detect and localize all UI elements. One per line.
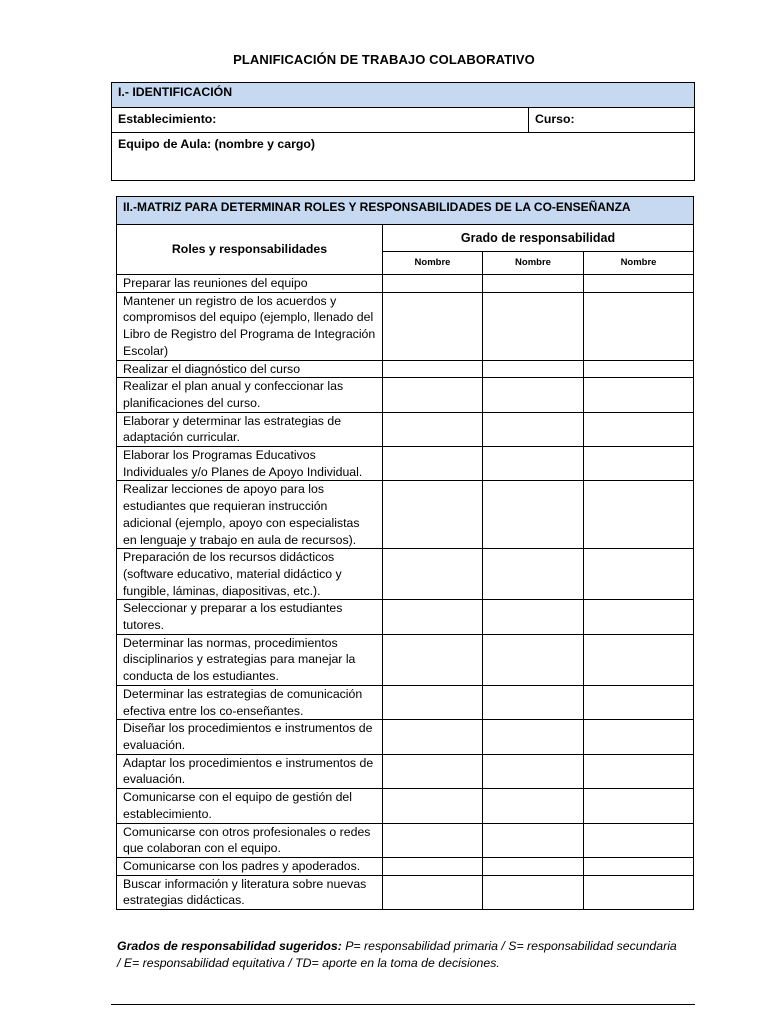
table-row [117, 720, 694, 754]
role-label: Mantener un registro de los acuerdos y compromisos del equipo (ejemplo, llenado del Libro de Registro del Programa de Integración Escolar) [117, 292, 383, 360]
role-label: Determinar las normas, procedimientos disciplinarios y estrategias para manejar la conducta de los estudiantes. [117, 634, 383, 685]
responsibility-cell[interactable] [383, 600, 483, 634]
matrix-header: II.-MATRIZ PARA DETERMINAR ROLES Y RESPONSABILIDADES DE LA CO-ENSEÑANZA [117, 197, 694, 225]
role-label: Realizar lecciones de apoyo para los estudiantes que requieran instrucción adicional (ejemplo, apoyo con especialistas en lenguaje y trabajo en aula de recursos). [117, 481, 383, 549]
responsibility-cell[interactable] [584, 447, 694, 481]
responsibility-cell[interactable] [483, 634, 584, 685]
responsibility-cell[interactable] [584, 292, 694, 360]
legend-text: P= responsabilidad primaria / S= responsabilidad secundaria / E= responsabilidad equitativa / TD= aporte en la toma de decisiones. [117, 939, 677, 970]
responsibility-cell[interactable] [483, 875, 584, 909]
responsibility-cell[interactable] [383, 360, 483, 378]
role-label: Comunicarse con otros profesionales o redes que colaboran con el equipo. [117, 823, 383, 857]
responsibility-cell[interactable] [483, 360, 584, 378]
legend-label: Grados de responsabilidad sugeridos: [117, 939, 342, 953]
responsibility-cell[interactable] [383, 549, 483, 600]
grado-column-header: Grado de responsabilidad [383, 225, 694, 252]
footer-divider [111, 1004, 695, 1005]
responsibility-cell[interactable] [584, 754, 694, 788]
table-row [117, 634, 694, 685]
responsibility-cell[interactable] [584, 685, 694, 719]
table-row [117, 481, 694, 549]
responsibility-cell[interactable] [383, 292, 483, 360]
responsibility-cell[interactable] [584, 481, 694, 549]
identification-table [111, 82, 695, 181]
establecimiento-field[interactable]: Establecimiento: [112, 108, 529, 133]
responsibility-cell[interactable] [483, 549, 584, 600]
responsibility-cell[interactable] [383, 447, 483, 481]
table-row [117, 685, 694, 719]
table-row [117, 378, 694, 412]
roles-matrix-table [116, 196, 694, 910]
responsibility-cell[interactable] [483, 600, 584, 634]
table-row [117, 823, 694, 857]
responsibility-cell[interactable] [584, 275, 694, 293]
responsibility-cell[interactable] [584, 360, 694, 378]
responsibility-cell[interactable] [383, 634, 483, 685]
responsibility-cell[interactable] [383, 754, 483, 788]
nombre-column-3: Nombre [584, 252, 694, 275]
responsibility-cell[interactable] [483, 720, 584, 754]
responsibility-cell[interactable] [383, 378, 483, 412]
responsibility-cell[interactable] [584, 857, 694, 875]
responsibility-cell[interactable] [383, 720, 483, 754]
responsibility-cell[interactable] [584, 378, 694, 412]
responsibility-cell[interactable] [383, 875, 483, 909]
responsibility-cell[interactable] [383, 789, 483, 823]
table-row [117, 275, 694, 293]
table-row [117, 754, 694, 788]
role-label: Realizar el plan anual y confeccionar las planificaciones del curso. [117, 378, 383, 412]
table-row [117, 412, 694, 446]
responsibility-cell[interactable] [483, 412, 584, 446]
responsibility-cell[interactable] [483, 275, 584, 293]
table-row [117, 549, 694, 600]
role-label: Preparación de los recursos didácticos (software educativo, material didáctico y fungible, láminas, diapositivas, etc.). [117, 549, 383, 600]
table-row [117, 360, 694, 378]
role-label: Adaptar los procedimientos e instrumentos de evaluación. [117, 754, 383, 788]
roles-column-header: Roles y responsabilidades [117, 225, 383, 275]
table-row [117, 292, 694, 360]
identification-header: I.- IDENTIFICACIÓN [112, 83, 695, 108]
curso-field[interactable]: Curso: [529, 108, 695, 133]
page-title: PLANIFICACIÓN DE TRABAJO COLABORATIVO [233, 52, 535, 67]
nombre-column-1: Nombre [383, 252, 483, 275]
roles-rows [117, 275, 694, 910]
role-label: Buscar información y literatura sobre nuevas estrategias didácticas. [117, 875, 383, 909]
responsibility-cell[interactable] [584, 720, 694, 754]
responsibility-cell[interactable] [483, 754, 584, 788]
responsibility-cell[interactable] [584, 549, 694, 600]
role-label: Determinar las estrategias de comunicación efectiva entre los co-enseñantes. [117, 685, 383, 719]
role-label: Comunicarse con los padres y apoderados. [117, 857, 383, 875]
responsibility-cell[interactable] [584, 600, 694, 634]
responsibility-cell[interactable] [483, 789, 584, 823]
responsibility-cell[interactable] [483, 447, 584, 481]
table-row [117, 789, 694, 823]
responsibility-cell[interactable] [483, 823, 584, 857]
responsibility-cell[interactable] [483, 857, 584, 875]
equipo-aula-field[interactable]: Equipo de Aula: (nombre y cargo) [112, 133, 695, 181]
responsibility-cell[interactable] [383, 857, 483, 875]
responsibility-cell[interactable] [584, 789, 694, 823]
responsibility-cell[interactable] [584, 412, 694, 446]
responsibility-cell[interactable] [584, 875, 694, 909]
role-label: Seleccionar y preparar a los estudiantes tutores. [117, 600, 383, 634]
table-row [117, 600, 694, 634]
responsibility-cell[interactable] [584, 634, 694, 685]
responsibility-cell[interactable] [483, 481, 584, 549]
responsibility-cell[interactable] [383, 685, 483, 719]
legend [117, 938, 677, 972]
responsibility-cell[interactable] [383, 823, 483, 857]
role-label: Preparar las reuniones del equipo [117, 275, 383, 293]
role-label: Elaborar los Programas Educativos Individuales y/o Planes de Apoyo Individual. [117, 447, 383, 481]
responsibility-cell[interactable] [483, 685, 584, 719]
responsibility-cell[interactable] [584, 823, 694, 857]
responsibility-cell[interactable] [383, 275, 483, 293]
responsibility-cell[interactable] [483, 378, 584, 412]
role-label: Realizar el diagnóstico del curso [117, 360, 383, 378]
role-label: Elaborar y determinar las estrategias de adaptación curricular. [117, 412, 383, 446]
responsibility-cell[interactable] [483, 292, 584, 360]
responsibility-cell[interactable] [383, 481, 483, 549]
table-row [117, 857, 694, 875]
responsibility-cell[interactable] [383, 412, 483, 446]
nombre-column-2: Nombre [483, 252, 584, 275]
role-label: Diseñar los procedimientos e instrumentos de evaluación. [117, 720, 383, 754]
table-row [117, 875, 694, 909]
table-row [117, 447, 694, 481]
role-label: Comunicarse con el equipo de gestión del establecimiento. [117, 789, 383, 823]
